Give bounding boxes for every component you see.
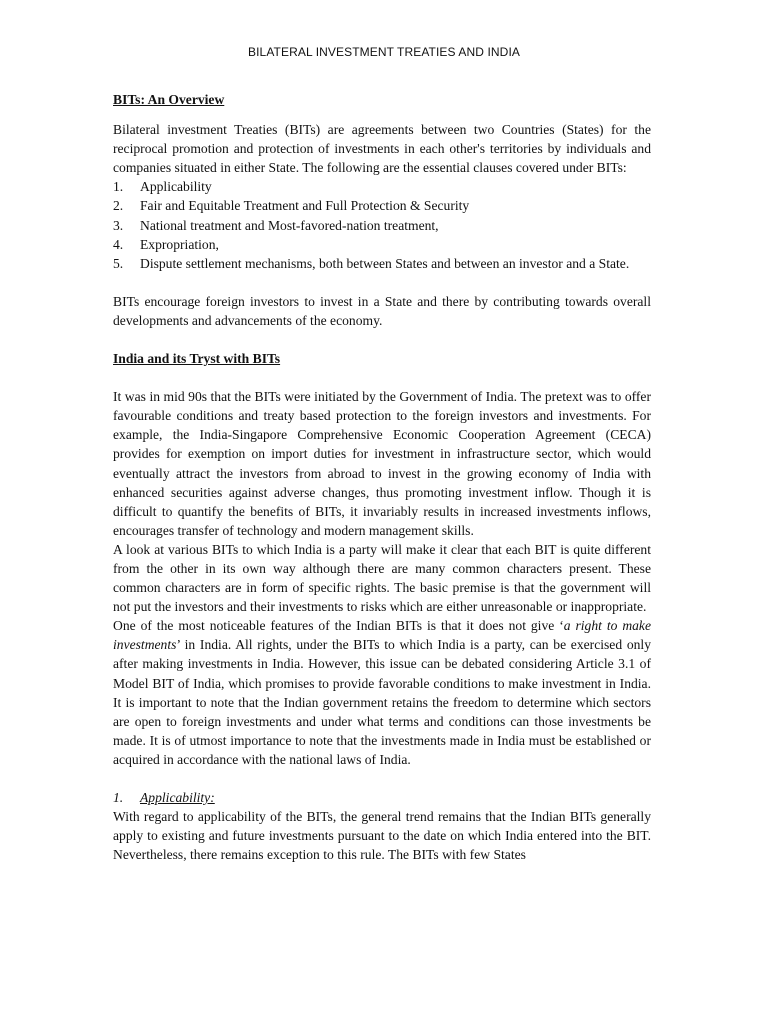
india-paragraph-3: One of the most noticeable features of the Indian BITs is that it does not give ‘a right to make investments’ in India. All rights, under the BITs to which India is a party, can be exercised only after making investments in India. However, this issue can be debated considering Article 3.1 of Model BIT of India, which promises to provide favorable conditions to make investment in India. It is important to note that the Indian government retains the freedom to determine which sectors are open to foreign investments and under what terms and conditions can those investments be made. It is of utmost importance to note that the investments made in India must be established or acquired in accordance with the national laws of India. [113, 618, 652, 767]
overview-closing-paragraph: BITs encourage foreign investors to invest in a State and there by contributing towards overall developments and advancements of the economy. [113, 293, 651, 328]
running-head: BILATERAL INVESTMENT TREATIES AND INDIA [248, 45, 520, 59]
list-item: 3. National treatment and Most-favored-nation treatment, [113, 217, 439, 233]
list-item: 5. Dispute settlement mechanisms, both between States and between an investor and a State. [113, 255, 630, 271]
section-heading-india-tryst: India and its Tryst with BITs [113, 351, 281, 367]
clauses-list [113, 177, 651, 272]
document-body [113, 90, 651, 864]
overview-intro-paragraph: Bilateral investment Treaties (BITs) are agreements between two Countries (States) for the reciprocal promotion and protection of investments in each other's territories by individuals and companies situated in either State. The following are the essential clauses covered under BITs: [113, 122, 651, 176]
list-item: 1. Applicability [113, 179, 212, 195]
india-paragraph-2: A look at various BITs to which India is a party will make it clear that each BIT is quite different from the other in its own way although there are many common characters present. These common characters are in form of specific rights. The basic premise is that the government will not put the investors and their investments to risks which are either unreasonable or inappropriate. [113, 541, 651, 615]
applicability-paragraph: With regard to applicability of the BITs, the general trend remains that the Indian BITs generally apply to existing and future investments pursuant to the date on which India entered into the BIT. Nevertheless, there remains exception to this rule. The BITs with few States [113, 809, 651, 863]
india-paragraph-1: It was in mid 90s that the BITs were initiated by the Government of India. The pretext was to offer favourable conditions and treaty based protection to the foreign investors and investments. For example, the India-Singapore Comprehensive Economic Cooperation Agreement (CECA) provides for exemption on import duties for investment in infrastructure sector, which would eventually attract the investors from abroad to invest in the growing economy of India with enhanced securities against adverse changes, thus promoting investment inflow. Though it is difficult to quantify the benefits of BITs, it invariably results in increased investments inflows, encourages transfer of technology and modern management skills. [113, 389, 651, 538]
list-item: 2. Fair and Equitable Treatment and Full Protection & Security [113, 198, 470, 214]
italic-quote: a right to make investments [113, 618, 652, 653]
list-item: 4. Expropriation, [113, 236, 219, 252]
section-heading-overview: BITs: An Overview [113, 92, 225, 107]
subsection-heading-applicability: 1. Applicability: [113, 790, 215, 805]
